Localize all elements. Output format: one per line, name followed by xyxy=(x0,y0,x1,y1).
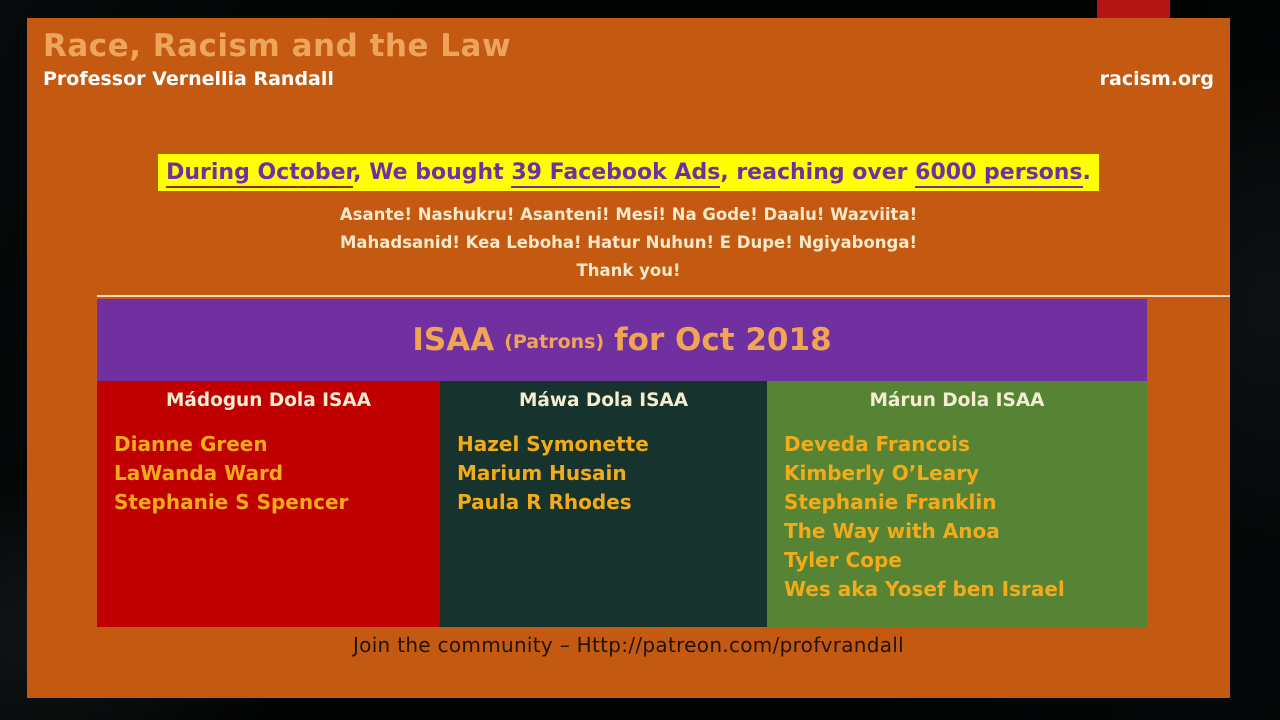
header-subrow xyxy=(43,68,1214,90)
patron-column-mawa xyxy=(440,381,767,627)
during-october-link[interactable]: During October xyxy=(166,160,353,188)
patron-name: LaWanda Ward xyxy=(114,461,284,485)
patron-name: Stephanie Franklin xyxy=(784,490,997,514)
patron-name: Hazel Symonette xyxy=(457,432,649,456)
facebook-ads-link[interactable]: 39 Facebook Ads xyxy=(511,160,720,188)
patrons-title-rest: for Oct 2018 xyxy=(614,322,832,358)
column-header: Máwa Dola ISAA xyxy=(518,390,689,411)
thanks-line-2: Mahadsanid! Kea Leboha! Hatur Nuhun! E Dupe! Ngiyabonga! xyxy=(339,233,918,252)
persons-link[interactable]: 6000 persons xyxy=(915,160,1082,188)
thanks-line-1: Asante! Nashukru! Asanteni! Mesi! Na Gode! Daalu! Wazviita! xyxy=(339,205,918,224)
announcement-text: , We bought xyxy=(353,160,512,185)
patron-name: Stephanie S Spencer xyxy=(114,490,349,514)
patrons-title-main: ISAA xyxy=(412,322,495,358)
patron-name: Deveda Francois xyxy=(784,432,970,456)
site-link[interactable]: racism.org xyxy=(1099,68,1214,90)
column-header: Márun Dola ISAA xyxy=(869,390,1045,411)
divider-line xyxy=(97,295,1230,297)
patron-columns xyxy=(97,381,1147,627)
patron-name: Paula R Rhodes xyxy=(457,490,632,514)
footer-label: Join the community – xyxy=(352,633,577,657)
patrons-title-paren: (Patrons) xyxy=(504,331,605,353)
announcement-text: , reaching over xyxy=(720,160,916,185)
author-name: Professor Vernellia Randall xyxy=(43,68,334,90)
patron-column-marun xyxy=(767,381,1147,627)
patrons-table xyxy=(97,299,1147,627)
announcement-text: . xyxy=(1082,160,1091,185)
slide xyxy=(27,18,1230,698)
patron-name-list xyxy=(767,430,1147,604)
patrons-title-bar xyxy=(97,299,1147,381)
patron-name-list xyxy=(440,430,767,517)
patron-name: Wes aka Yosef ben Israel xyxy=(784,577,1065,601)
patron-column-madogun xyxy=(97,381,440,627)
column-header: Mádogun Dola ISAA xyxy=(165,390,372,411)
red-accent-bar xyxy=(1097,0,1170,19)
patron-name: Dianne Green xyxy=(114,432,268,456)
highlighted-sentence xyxy=(158,154,1099,191)
facebook-ads-banner xyxy=(27,154,1230,191)
footer-url[interactable]: Http://patreon.com/profvrandall xyxy=(576,633,905,657)
patron-name: The Way with Anoa xyxy=(784,519,1000,543)
patron-name: Tyler Cope xyxy=(784,548,902,572)
thanks-line-3: Thank you! xyxy=(576,261,681,280)
slide-header xyxy=(43,28,1214,90)
footer-caption xyxy=(27,633,1230,657)
page-title: Race, Racism and the Law xyxy=(43,28,512,64)
patron-name: Kimberly O’Leary xyxy=(784,461,980,485)
patron-name-list xyxy=(97,430,440,517)
thanks-block xyxy=(27,201,1230,285)
patron-name: Marium Husain xyxy=(457,461,627,485)
